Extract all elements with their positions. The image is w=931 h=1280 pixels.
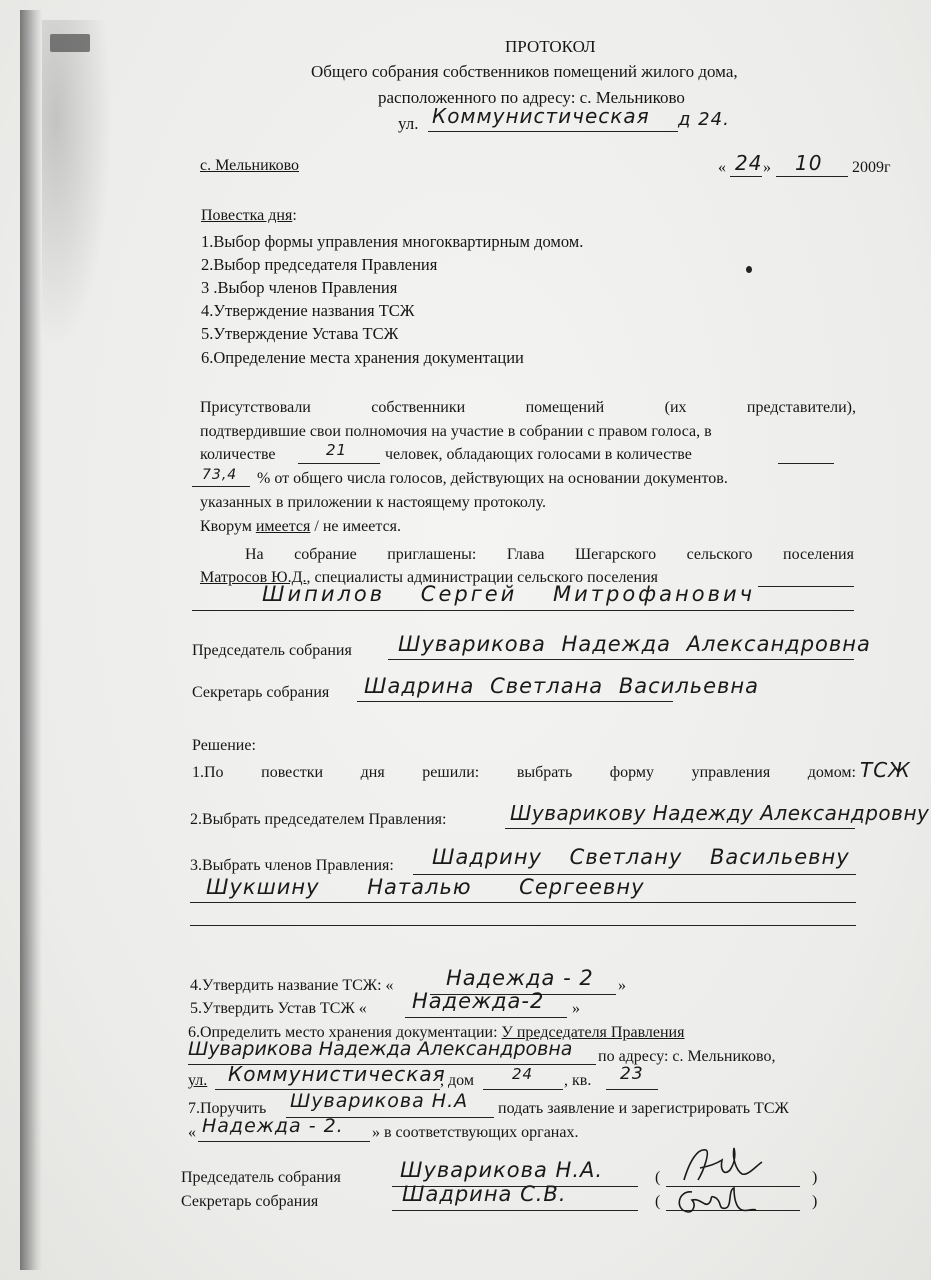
decision-6-house-handwritten: 24 <box>512 1065 534 1083</box>
street-prefix: ул. <box>398 114 419 133</box>
street-handwritten: Коммунистическая <box>432 104 650 128</box>
decision-title: Решение: <box>192 737 256 754</box>
quorum-line: Кворум имеется / не имеется. <box>200 518 402 535</box>
agenda-item-4: 4.Утверждение названия ТСЖ <box>201 301 415 320</box>
decision-2-label: 2.Выбрать председателем Правления: <box>190 811 447 828</box>
decision-3-handwritten-2: Шукшину Наталью Сергеевну <box>206 875 645 899</box>
date-day-handwritten: 24 <box>735 151 763 175</box>
date-open-quote: « <box>718 159 726 176</box>
attendance-votes-label: человек, обладающих голосами в количестве <box>385 446 692 463</box>
attendance-line-2: подтвердившие свои полномочия на участие в собрании с правом голоса, в <box>200 423 712 440</box>
count-handwritten: 21 <box>326 441 348 459</box>
attendance-line-4: % от общего числа голосов, действующих на основании документов. <box>257 470 728 487</box>
chair-label: Председатель собрания <box>192 642 352 659</box>
attendance-line-5: указанных в приложении к настоящему протоколу. <box>200 494 547 511</box>
decision-3-underline-3 <box>190 925 856 926</box>
decision-4-label: 4.Утвердить название ТСЖ: « <box>190 977 394 994</box>
month-underline <box>776 176 848 177</box>
sign-secretary-paren-open: ( <box>655 1193 661 1210</box>
secretary-underline <box>357 701 673 702</box>
decision-7-end: » в соответствующих органах. <box>372 1124 579 1141</box>
agenda-item-1: 1.Выбор формы управления многоквартирным домом. <box>201 232 584 251</box>
sign-secretary-paren-close: ) <box>812 1193 818 1210</box>
decision-7-name-underline <box>198 1141 370 1142</box>
sign-chair-label: Председатель собрания <box>181 1169 341 1186</box>
street-underline <box>428 131 678 132</box>
decision-7-label: 7.Поручить <box>188 1100 267 1117</box>
decision-5-handwritten: Надежда-2 <box>412 989 545 1013</box>
sign-chair-handwritten: Шуварикова Н.А. <box>400 1158 604 1182</box>
agenda-item-5: 5.Утверждение Устава ТСЖ <box>201 324 399 343</box>
decision-4-end: » <box>618 977 626 994</box>
decision-7-handwritten: Шуварикова Н.А <box>290 1090 469 1112</box>
decision-6-label: 6.Определить место хранения документации: У председателя Правления <box>188 1024 685 1041</box>
decision-7-name-handwritten: Надежда - 2. <box>202 1115 344 1137</box>
invited-line-2: Матросов Ю.Д., специалисты администрации сельского поселения <box>200 569 659 586</box>
decision-6-street-label: ул. <box>188 1072 208 1089</box>
percent-handwritten: 73,4 <box>202 467 238 483</box>
invited-underline-1 <box>758 586 854 587</box>
decision-6-flat-handwritten: 23 <box>620 1064 644 1084</box>
decision-6-house-underline <box>483 1089 563 1090</box>
decision-4-handwritten: Надежда - 2 <box>446 966 594 990</box>
attendance-count-label: количестве <box>200 446 276 463</box>
agenda-title: Повестка дня: <box>201 207 297 224</box>
invited-line-1: На собрание приглашены: Глава Шегарского сельского поселения <box>245 546 854 563</box>
decision-7-rest: подать заявление и зарегистрировать ТСЖ <box>498 1100 789 1117</box>
percent-underline <box>192 486 250 487</box>
decision-5-label: 5.Утвердить Устав ТСЖ « <box>190 1000 367 1017</box>
secretary-label: Секретарь собрания <box>192 684 330 701</box>
decision-3-underline-2 <box>190 902 856 903</box>
scan-edge-shadow <box>20 10 42 1270</box>
chair-handwritten: Шуварикова Надежда Александровна <box>398 632 871 656</box>
count-underline <box>298 463 380 464</box>
decision-1: 1.По повестки дня решили: выбрать форму управления домом: <box>192 764 856 781</box>
date-close-quote: » <box>763 159 771 176</box>
attendance-line-1: Присутствовали собственники помещений (их представители), <box>200 399 856 416</box>
sign-chair-paren-close: ) <box>812 1169 818 1186</box>
day-underline <box>730 176 762 177</box>
secretary-handwritten: Шадрина Светлана Васильевна <box>364 674 760 698</box>
agenda-item-6: 6.Определение места хранения документации <box>201 348 524 367</box>
invited-underline-2 <box>192 610 854 611</box>
binding-hole-mark <box>50 34 90 52</box>
date-year: 2009г <box>852 159 891 176</box>
votes-underline <box>778 463 834 464</box>
house-handwritten: д 24. <box>678 109 730 130</box>
invited-person-handwritten: Шипилов Сергей Митрофанович <box>262 582 756 606</box>
decision-7-quote-open: « <box>188 1124 196 1141</box>
secretary-signature <box>668 1182 758 1222</box>
chair-underline <box>388 659 854 660</box>
date-month-handwritten: 10 <box>795 151 823 175</box>
decision-1-handwritten: ТСЖ <box>860 758 911 782</box>
ink-dot <box>746 266 752 273</box>
agenda-item-3: 3 .Выбор членов Правления <box>201 278 398 297</box>
header-line-1: Общего собрания собственников помещений жилого дома, <box>311 62 738 81</box>
sign-secretary-handwritten: Шадрина С.В. <box>402 1182 567 1206</box>
decision-6-address: по адресу: с. Мельниково, <box>598 1048 776 1065</box>
place-name: с. Мельниково <box>200 157 300 174</box>
decision-6-house-label: , дом <box>440 1072 474 1089</box>
decision-6-flat-underline <box>606 1089 658 1090</box>
decision-6-handwritten: Шуварикова Надежда Александровна <box>188 1038 573 1060</box>
scan-smudge <box>42 20 112 350</box>
header-line-2: расположенного по адресу: с. Мельниково <box>378 88 685 107</box>
decision-6-street-handwritten: Коммунистическая <box>228 1062 446 1086</box>
decision-3-label: 3.Выбрать членов Правления: <box>190 857 394 874</box>
sign-chair-paren-open: ( <box>655 1169 661 1186</box>
sign-secretary-label: Секретарь собрания <box>181 1193 319 1210</box>
decision-5-end: » <box>572 1000 580 1017</box>
decision-3-handwritten-1: Шадрину Светлану Васильевну <box>432 845 850 869</box>
decision-5-underline <box>405 1017 567 1018</box>
document-title: ПРОТОКОЛ <box>505 37 596 56</box>
sign-secretary-underline <box>392 1210 638 1211</box>
decision-2-underline <box>505 828 855 829</box>
decision-2-handwritten: Шуварикову Надежду Александровну <box>510 801 930 825</box>
decision-6-flat-label: , кв. <box>564 1072 592 1089</box>
agenda-item-2: 2.Выбор председателя Правления <box>201 255 438 274</box>
